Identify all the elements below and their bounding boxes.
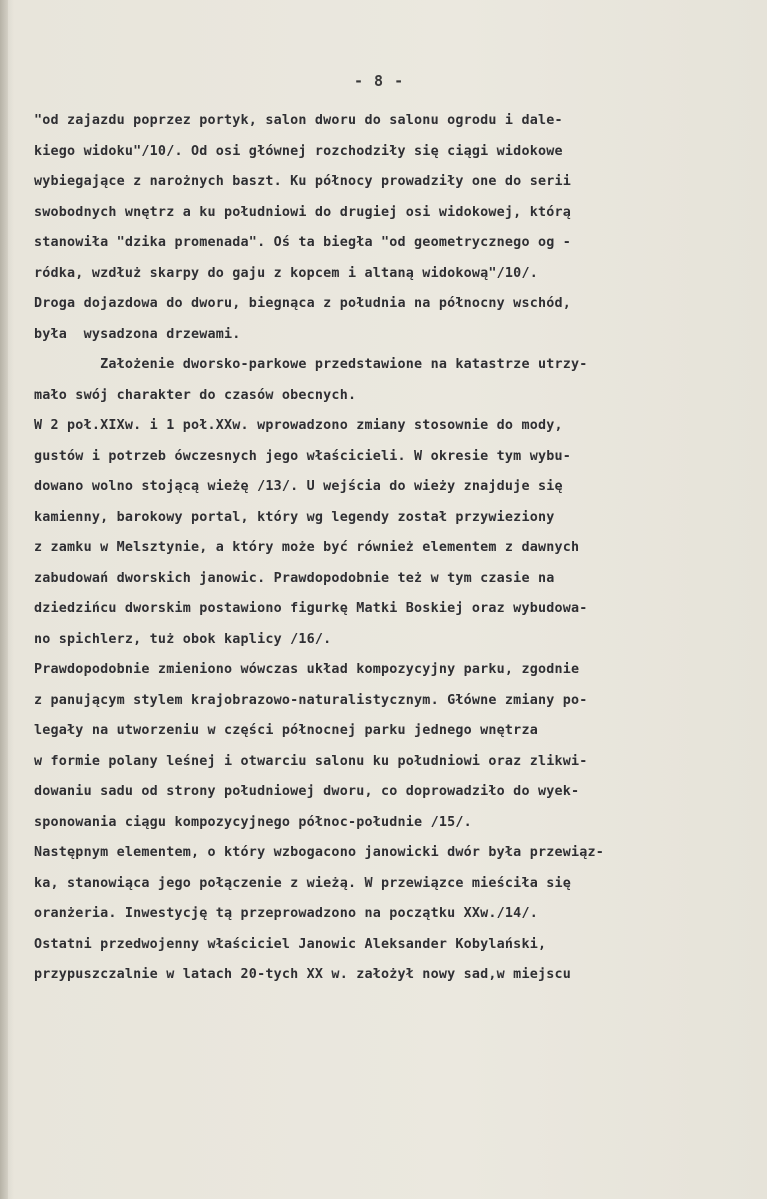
text-line: przypuszczalnie w latach 20-tych XX w. założył nowy sad,w miejscu: [34, 967, 572, 982]
page-number: - 8 -: [354, 72, 405, 90]
text-line: Następnym elementem, o który wzbogacono janowicki dwór była przewiąz-: [34, 845, 605, 860]
text-line: W 2 poł.XIXw. i 1 poł.XXw. wprowadzono zmiany stosownie do mody,: [34, 418, 563, 433]
text-line: legały na utworzeniu w części północnej parku jednego wnętrza: [34, 723, 538, 738]
text-line: mało swój charakter do czasów obecnych.: [34, 387, 357, 403]
text-line: sponowania ciągu kompozycyjnego północ-południe /15/.: [34, 814, 472, 830]
text-line: dziedzińcu dworskim postawiono figurkę Matki Boskiej oraz wybudowa-: [34, 601, 588, 616]
text-line: kamienny, barokowy portal, który wg legendy został przywieziony: [34, 509, 555, 525]
text-line: wybiegające z narożnych baszt. Ku północy prowadziły one do serii: [34, 174, 572, 189]
text-line: ródka, wzdłuż skarpy do gaju z kopcem i altaną widokową"/10/.: [34, 265, 538, 281]
text-line: dowaniu sadu od strony południowej dworu, co doprowadziło do wyek-: [34, 784, 580, 799]
page-binding-edge: [0, 0, 8, 1199]
text-line: Założenie dworsko-parkowe przedstawione na katastrze utrzy-: [34, 357, 588, 372]
text-line: swobodnych wnętrz a ku południowi do drugiej osi widokowej, którą: [34, 204, 572, 220]
text-line: z panującym stylem krajobrazowo-naturalistycznym. Główne zmiany po-: [34, 692, 588, 708]
text-line: ka, stanowiąca jego połączenie z wieżą. W przewiązce mieściła się: [34, 875, 572, 891]
text-line: oranżeria. Inwestycję tą przeprowadzono na początku XXw./14/.: [34, 906, 538, 921]
text-line: kiego widoku"/10/. Od osi głównej rozchodziły się ciągi widokowe: [34, 143, 563, 159]
body-text: [34, 112, 724, 997]
text-line: Ostatni przedwojenny właściciel Janowic Aleksander Kobylański,: [34, 936, 547, 952]
text-line: z zamku w Melsztynie, a który może być również elementem z dawnych: [34, 540, 580, 555]
text-line: "od zajazdu poprzez portyk, salon dworu do salonu ogrodu i dale-: [34, 113, 563, 128]
text-line: gustów i potrzeb ówczesnych jego właścicieli. W okresie tym wybu-: [34, 448, 572, 464]
text-line: była wysadzona drzewami.: [34, 326, 241, 342]
text-line: Prawdopodobnie zmieniono wówczas układ kompozycyjny parku, zgodnie: [34, 662, 580, 677]
text-line: no spichlerz, tuż obok kaplicy /16/.: [34, 631, 332, 647]
text-line: Droga dojazdowa do dworu, biegnąca z południa na północny wschód,: [34, 296, 572, 311]
text-line: stanowiła "dzika promenada". Oś ta biegła "od geometrycznego og -: [34, 235, 572, 250]
text-line: dowano wolno stojącą wieżę /13/. U wejścia do wieży znajduje się: [34, 479, 563, 494]
text-line: zabudowań dworskich janowic. Prawdopodobnie też w tym czasie na: [34, 570, 555, 586]
text-line: w formie polany leśnej i otwarciu salonu ku południowi oraz zlikwi-: [34, 753, 588, 769]
